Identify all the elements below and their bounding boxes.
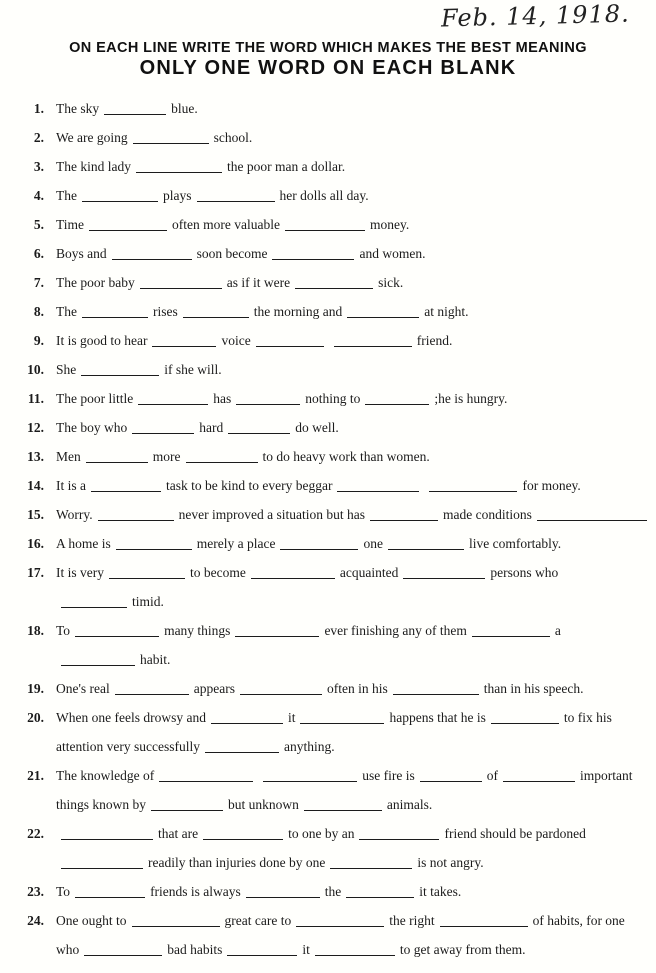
question-row — [18, 355, 644, 384]
question-text: The knowledge of — [56, 768, 155, 783]
answer-blank — [388, 537, 464, 550]
question-number: 6. — [33, 246, 44, 261]
question-line — [56, 268, 644, 297]
question-number: 19. — [27, 681, 44, 696]
question-text: that are — [158, 826, 199, 841]
answer-blank — [205, 740, 279, 753]
question-number: 17. — [27, 565, 44, 580]
question-row — [18, 471, 644, 500]
question-text: one — [363, 536, 383, 551]
question-row — [18, 210, 644, 239]
question-text: to do heavy work than women. — [262, 449, 430, 464]
answer-blank — [393, 682, 479, 695]
question-text: it — [302, 942, 310, 957]
question-text: blue. — [171, 101, 198, 116]
question-content — [56, 210, 644, 239]
question-number: 23. — [27, 884, 44, 899]
question-text: made conditions — [443, 507, 532, 522]
question-text: who — [56, 942, 80, 957]
answer-blank — [138, 392, 208, 405]
question-row — [18, 384, 644, 413]
question-text: attention very successfully — [56, 739, 200, 754]
question-content — [56, 616, 644, 674]
question-line — [56, 297, 644, 326]
answer-blank — [440, 914, 528, 927]
question-content — [56, 500, 644, 529]
question-line — [56, 239, 644, 268]
answer-blank — [61, 827, 153, 840]
question-content — [56, 674, 644, 703]
question-row — [18, 500, 644, 529]
question-row — [18, 94, 644, 123]
answer-blank — [295, 276, 373, 289]
question-number: 13. — [27, 449, 44, 464]
question-content — [56, 558, 644, 616]
question-number: 14. — [27, 478, 44, 493]
question-line — [56, 471, 644, 500]
question-content — [56, 239, 644, 268]
answer-blank — [61, 595, 127, 608]
question-line — [56, 761, 644, 790]
question-line — [56, 94, 644, 123]
answer-blank — [256, 334, 324, 347]
question-text: happens that he is — [389, 710, 486, 725]
answer-blank — [75, 624, 159, 637]
question-text: Worry. — [56, 507, 93, 522]
answer-blank — [272, 247, 354, 260]
question-line — [56, 732, 644, 761]
answer-blank — [246, 885, 320, 898]
question-text: do well. — [295, 420, 339, 435]
answer-blank — [236, 392, 300, 405]
question-text: never improved a situation but has — [178, 507, 365, 522]
question-content — [56, 471, 644, 500]
instructions-title: ON EACH LINE WRITE THE WORD WHICH MAKES THE BEST MEANING — [69, 40, 587, 56]
question-text: it takes. — [419, 884, 462, 899]
question-content — [56, 152, 644, 181]
question-content — [56, 384, 644, 413]
question-content — [56, 355, 644, 384]
answer-blank — [197, 189, 275, 202]
answer-blank — [112, 247, 192, 260]
answer-blank — [235, 624, 319, 637]
answer-blank — [183, 305, 249, 318]
question-number: 5. — [33, 217, 44, 232]
answer-blank — [537, 508, 647, 521]
question-text: is not angry. — [417, 855, 484, 870]
question-text: readily than injuries done by one — [148, 855, 326, 870]
answer-blank — [151, 798, 223, 811]
question-text: great care to — [224, 913, 292, 928]
question-text: The poor little — [56, 391, 134, 406]
question-text: hard — [199, 420, 224, 435]
question-text: more — [152, 449, 181, 464]
question-number: 11. — [27, 391, 44, 406]
question-row — [18, 558, 644, 616]
question-number: 2. — [33, 130, 44, 145]
question-text: it — [287, 710, 296, 725]
answer-blank — [503, 769, 575, 782]
question-text: task to be kind to every beggar — [166, 478, 333, 493]
question-line — [56, 181, 644, 210]
question-line — [56, 558, 644, 587]
question-text: at night. — [424, 304, 469, 319]
question-text: persons who — [490, 565, 559, 580]
question-text: often more valuable — [172, 217, 280, 232]
question-text: the poor man a dollar. — [226, 159, 346, 174]
question-text: soon become — [196, 246, 268, 261]
question-row — [18, 123, 644, 152]
question-row — [18, 761, 644, 819]
question-text: many things — [164, 623, 231, 638]
question-content — [56, 181, 644, 210]
question-text: habit. — [140, 652, 171, 667]
question-text: plays — [163, 188, 192, 203]
answer-blank — [82, 305, 148, 318]
answer-blank — [61, 856, 143, 869]
question-line — [56, 442, 644, 471]
answer-blank — [365, 392, 429, 405]
question-text: things known by — [56, 797, 147, 812]
question-text: important — [579, 768, 633, 783]
question-text: nothing to — [305, 391, 361, 406]
question-text: acquainted — [339, 565, 399, 580]
question-text: the right — [389, 913, 435, 928]
question-text: school. — [213, 130, 253, 145]
question-text: She — [56, 362, 77, 377]
question-number: 18. — [27, 623, 44, 638]
question-text: as if it were — [226, 275, 291, 290]
question-row — [18, 442, 644, 471]
question-text: often in his — [327, 681, 388, 696]
question-row — [18, 152, 644, 181]
question-row — [18, 239, 644, 268]
answer-blank — [296, 914, 384, 927]
question-line — [56, 703, 644, 732]
question-text: friend should be pardoned — [444, 826, 586, 841]
answer-blank — [140, 276, 222, 289]
answer-blank — [159, 769, 253, 782]
answer-blank — [240, 682, 322, 695]
question-text: It is very — [56, 565, 104, 580]
question-line — [56, 529, 644, 558]
question-line — [56, 935, 644, 964]
answer-blank — [263, 769, 357, 782]
question-content — [56, 413, 644, 442]
handwritten-date: Feb. 14, 1918. — [440, 0, 631, 33]
answer-blank — [132, 421, 194, 434]
answer-blank — [346, 885, 414, 898]
question-row — [18, 268, 644, 297]
question-text: Men — [56, 449, 81, 464]
question-line — [56, 355, 644, 384]
question-text: but unknown — [228, 797, 299, 812]
answer-blank — [91, 479, 161, 492]
question-text: The poor baby — [56, 275, 135, 290]
question-content — [56, 877, 644, 906]
question-row — [18, 674, 644, 703]
answer-blank — [115, 682, 189, 695]
question-content — [56, 819, 644, 877]
answer-blank — [472, 624, 550, 637]
answer-blank — [337, 479, 419, 492]
answer-blank — [304, 798, 382, 811]
question-line — [56, 152, 644, 181]
question-text: We are going — [56, 130, 128, 145]
question-row — [18, 906, 644, 964]
answer-blank — [228, 421, 290, 434]
answer-blank — [203, 827, 283, 840]
answer-blank — [359, 827, 439, 840]
question-text: the — [324, 884, 342, 899]
question-text: merely a place — [196, 536, 276, 551]
question-text: friend. — [416, 333, 453, 348]
question-text: It is good to hear — [56, 333, 148, 348]
answer-blank — [429, 479, 517, 492]
answer-blank — [347, 305, 419, 318]
answer-blank — [75, 885, 145, 898]
question-text: The — [56, 188, 77, 203]
answer-blank — [315, 943, 395, 956]
question-number: 3. — [33, 159, 44, 174]
answer-blank — [104, 102, 166, 115]
question-text: One's real — [56, 681, 110, 696]
answer-blank — [116, 537, 192, 550]
question-line — [56, 848, 644, 877]
question-number: 20. — [27, 710, 44, 725]
question-line — [56, 210, 644, 239]
question-line — [56, 877, 644, 906]
question-line — [56, 123, 644, 152]
answer-blank — [285, 218, 365, 231]
answer-blank — [227, 943, 297, 956]
question-text: anything. — [283, 739, 335, 754]
question-line — [56, 326, 644, 355]
question-line — [56, 819, 644, 848]
answer-blank — [84, 943, 162, 956]
question-row — [18, 297, 644, 326]
question-text: To — [56, 884, 71, 899]
question-text: To — [56, 623, 71, 638]
question-row — [18, 413, 644, 442]
question-row — [18, 616, 644, 674]
question-number: 1. — [33, 101, 44, 116]
answer-blank — [81, 363, 159, 376]
answer-blank — [109, 566, 185, 579]
answer-blank — [89, 218, 167, 231]
question-number: 24. — [27, 913, 44, 928]
answer-blank — [82, 189, 158, 202]
answer-blank — [152, 334, 216, 347]
question-content — [56, 703, 644, 761]
question-line — [56, 587, 644, 616]
question-line — [56, 384, 644, 413]
question-row — [18, 819, 644, 877]
answer-blank — [132, 914, 220, 927]
question-text: The kind lady — [56, 159, 131, 174]
question-number: 10. — [27, 362, 44, 377]
question-text: appears — [193, 681, 236, 696]
question-content — [56, 906, 644, 964]
answer-blank — [136, 160, 222, 173]
question-text: use fire is — [362, 768, 415, 783]
question-number: 7. — [33, 275, 44, 290]
question-text: A home is — [56, 536, 111, 551]
question-text: It is a — [56, 478, 86, 493]
question-number: 9. — [33, 333, 44, 348]
answer-blank — [61, 653, 135, 666]
question-text: money. — [369, 217, 410, 232]
question-number: 4. — [33, 188, 44, 203]
question-text: than in his speech. — [483, 681, 584, 696]
question-text: ;he is hungry. — [434, 391, 508, 406]
question-text: and women. — [359, 246, 426, 261]
question-text: rises — [153, 304, 178, 319]
question-text: Time — [56, 217, 85, 232]
question-number: 8. — [33, 304, 44, 319]
answer-blank — [403, 566, 485, 579]
question-text: The boy who — [56, 420, 128, 435]
question-row — [18, 703, 644, 761]
question-text: of — [486, 768, 498, 783]
question-content — [56, 326, 644, 355]
question-text: Boys and — [56, 246, 107, 261]
question-line — [56, 790, 644, 819]
question-row — [18, 529, 644, 558]
question-text: to fix his — [563, 710, 612, 725]
question-text: for money. — [522, 478, 581, 493]
question-text: The — [56, 304, 77, 319]
question-text: animals. — [386, 797, 433, 812]
question-content — [56, 442, 644, 471]
question-text: to become — [190, 565, 246, 580]
answer-blank — [211, 711, 283, 724]
question-text: to get away from them. — [399, 942, 526, 957]
question-text: ever finishing any of them — [324, 623, 467, 638]
answer-blank — [280, 537, 358, 550]
question-text: When one feels drowsy and — [56, 710, 206, 725]
question-number: 12. — [27, 420, 44, 435]
question-text: her dolls all day. — [279, 188, 369, 203]
question-text: voice — [221, 333, 251, 348]
question-text: live comfortably. — [468, 536, 562, 551]
answer-blank — [334, 334, 412, 347]
answer-blank — [98, 508, 174, 521]
answer-blank — [370, 508, 438, 521]
question-text: friends is always — [150, 884, 241, 899]
worksheet-subtitle: ONLY ONE WORD ON EACH BLANK — [139, 57, 517, 79]
question-content — [56, 123, 644, 152]
question-row — [18, 877, 644, 906]
question-text: to one by an — [288, 826, 355, 841]
answer-blank — [420, 769, 482, 782]
answer-blank — [133, 131, 209, 144]
question-text: timid. — [132, 594, 164, 609]
question-line — [56, 616, 644, 645]
question-number: 21. — [27, 768, 44, 783]
question-text: of habits, for one — [532, 913, 625, 928]
question-line — [56, 906, 644, 935]
question-line — [56, 413, 644, 442]
question-number: 16. — [27, 536, 44, 551]
question-number: 15. — [27, 507, 44, 522]
question-number: 22. — [27, 826, 44, 841]
question-content — [56, 268, 644, 297]
question-line — [56, 674, 644, 703]
question-text: the morning and — [253, 304, 343, 319]
question-list — [0, 94, 656, 964]
question-text: has — [213, 391, 232, 406]
answer-blank — [491, 711, 559, 724]
answer-blank — [251, 566, 335, 579]
question-content — [56, 529, 644, 558]
question-text: a — [554, 623, 561, 638]
question-row — [18, 181, 644, 210]
answer-blank — [186, 450, 258, 463]
question-text: One ought to — [56, 913, 127, 928]
question-line — [56, 500, 644, 529]
question-text: bad habits — [167, 942, 223, 957]
answer-blank — [300, 711, 384, 724]
question-row — [18, 326, 644, 355]
answer-blank — [330, 856, 412, 869]
question-text: if she will. — [164, 362, 222, 377]
question-content — [56, 761, 644, 819]
question-text: sick. — [378, 275, 404, 290]
question-text: The sky — [56, 101, 100, 116]
question-content — [56, 94, 644, 123]
question-content — [56, 297, 644, 326]
answer-blank — [86, 450, 148, 463]
question-line — [56, 645, 644, 674]
